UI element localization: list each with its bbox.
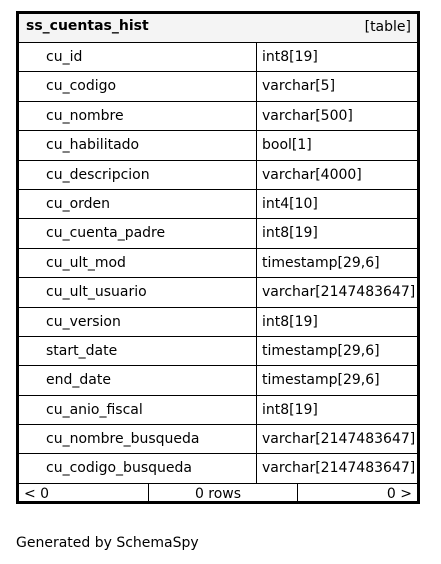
column-name-cell [19,454,257,482]
column-row [19,43,417,72]
column-type: int8[19] [262,401,318,418]
footer-divider [297,484,298,504]
column-row [19,219,417,248]
column-name-cell [19,161,257,189]
column-type: varchar[2147483647] [262,431,416,448]
column-name-cell [19,249,257,277]
column-type: varchar[4000] [262,166,362,183]
children-count: 0 > [386,486,412,502]
column-name-cell [19,366,257,394]
column-type: int8[19] [262,313,318,330]
parents-count: < 0 [24,486,50,502]
column-row [19,366,417,395]
column-name-cell [19,43,257,71]
column-name: cu_codigo [46,78,117,95]
column-type: varchar[500] [262,107,353,124]
column-name: cu_descripcion [46,166,150,183]
column-type: int4[10] [262,195,318,212]
column-row [19,249,417,278]
column-name: cu_version [46,313,121,330]
column-row [19,161,417,190]
column-name-cell [19,190,257,218]
table-kind: [table] [364,19,411,35]
column-name: cu_ult_mod [46,254,126,271]
column-name: cu_cuenta_padre [46,225,166,242]
generated-by-text: Generated by SchemaSpy [16,535,199,551]
column-name: cu_ult_usuario [46,284,147,301]
column-name-cell [19,337,257,365]
column-row [19,425,417,454]
column-type: varchar[5] [262,78,336,95]
column-name: cu_anio_fiscal [46,401,143,418]
column-row [19,337,417,366]
table-node [16,11,420,504]
column-row [19,131,417,160]
table-footer [19,484,417,504]
column-name-cell [19,396,257,424]
column-name-cell [19,219,257,247]
column-name-cell [19,102,257,130]
column-type: varchar[2147483647] [262,460,416,477]
column-type: timestamp[29,6] [262,342,380,359]
column-row [19,190,417,219]
column-name: cu_id [46,49,83,65]
column-row [19,278,417,307]
row-count: 0 rows [194,486,242,502]
column-list [19,43,417,484]
column-type: timestamp[29,6] [262,254,380,271]
column-name-cell [19,72,257,100]
column-name: end_date [46,372,111,389]
column-name: cu_nombre_busqueda [46,431,200,448]
column-row [19,454,417,483]
column-row [19,72,417,101]
column-name-cell [19,131,257,159]
table-header [19,14,417,43]
column-name: cu_nombre [46,107,124,124]
column-type: int8[19] [262,225,318,242]
column-name: cu_habilitado [46,137,140,154]
column-row [19,308,417,337]
column-name-cell [19,278,257,306]
column-type: timestamp[29,6] [262,372,380,389]
column-name-cell [19,308,257,336]
column-row [19,102,417,131]
column-type: bool[1] [262,137,312,154]
column-row [19,396,417,425]
column-name: start_date [46,342,118,359]
column-name: cu_codigo_busqueda [46,460,192,477]
column-type: int8[19] [262,49,318,65]
column-name-cell [19,425,257,453]
column-type: varchar[2147483647] [262,284,416,301]
table-name: ss_cuentas_hist [26,18,149,34]
column-name: cu_orden [46,195,111,212]
